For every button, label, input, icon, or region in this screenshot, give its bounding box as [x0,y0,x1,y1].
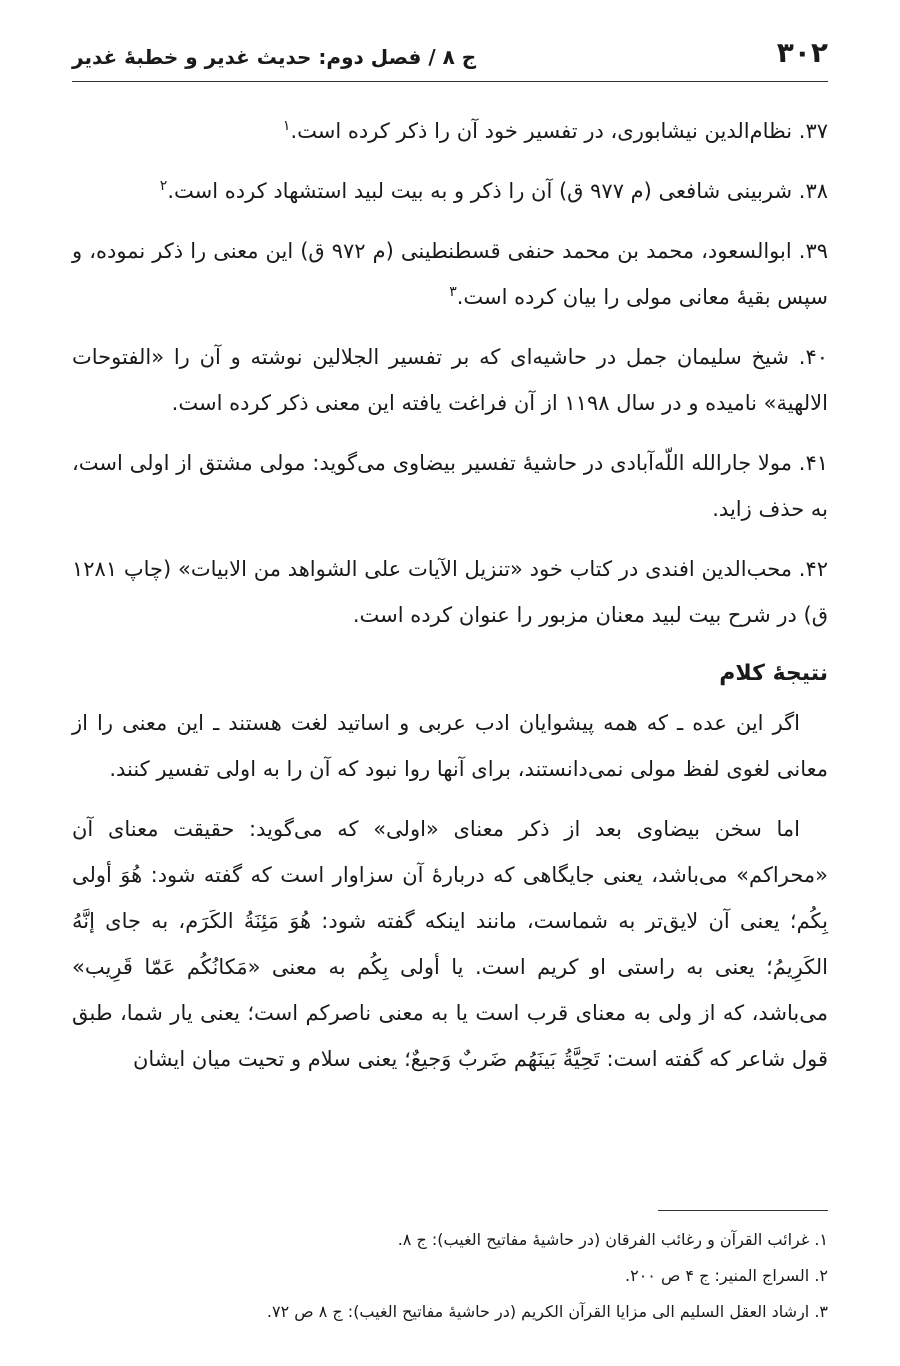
page-number: ۳۰۲ [776,36,828,69]
footnote-ref: ۲ [159,178,168,194]
list-item-41: ۴۱. مولا جارالله اللّه‌آبادی در حاشیهٔ تفسیر بیضاوی می‌گوید: مولی مشتق از اولی است، به حذف زاید. [72,451,828,521]
running-head: ج ۸ / فصل دوم: حدیث غدیر و خطبهٔ غدیر [72,45,477,69]
list-item-38: ۳۸. شربینی شافعی (م ۹۷۷ ق) آن را ذکر و به بیت لبید استشهاد کرده است.$^۲$ [159,178,828,203]
footnote-ref: ۱ [282,118,291,134]
section-heading: نتیجهٔ کلام [719,661,828,686]
footnote-ref: ۳ [449,284,457,300]
section-paragraph: اما سخن بیضاوی بعد از ذکر معنای «اولی» که می‌گوید: حقیقت معنای آن «محراکم» می‌باشد، یعنی جایگاهی که دربارهٔ آن سزاوار است که گفته شود: هُوَ أولی بِکُم؛ یعنی آن لایق‌تر به شماست، مانند اینکه گفته شود: هُوَ مَئِنَةُ الکَرَم، به جای إنَّهُ الکَرِیمُ؛ یعنی به راستی او کریم است. یا أولی بِکُم به معنی «مَکانُکُم عَمّا قَرِیب» می‌باشد، که از ولی به معنای قرب است یا به معنی ناصرکم است؛ یعنی یار شما، طبق قول شاعر که گفته است: تَحِیَّةُ بَینَهُم ضَربٌ وَجیعٌ؛ یعنی سلام و تحیت میان ایشان [72,817,828,1071]
list-item-42: ۴۲. محب‌الدین افندی در کتاب خود «تنزیل الآیات علی الشواهد من الابیات» (چاپ ۱۲۸۱ ق) در شرح بیت لبید معنان مزبور را عنوان کرده است. [72,557,828,627]
section-paragraph: اگر این عده ـ که همه پیشوایان ادب عربی و اساتید لغت هستند ـ این معنی را از معانی لغوی لفظ مولی نمی‌دانستند، برای آنها روا نبود که آن را به اولی تفسیر کنند. [72,711,828,781]
footnote-divider [658,1210,828,1211]
list-item-39: ۳۹. ابوالسعود، محمد بن محمد حنفی قسطنطینی (م ۹۷۲ ق) این معنی را ذکر نموده، و سپس بقیهٔ معانی مولی را بیان کرده است.$^۳$ [72,239,828,309]
list-item-37: ۳۷. نظام‌الدین نیشابوری، در تفسیر خود آن را ذکر کرده است.$^۱$ [282,118,828,143]
page-header [72,0,828,82]
footnote: ۱. غرائب القرآن و رغائب الفرقان (در حاشیهٔ مفاتیح الغیب): ج ۸. [397,1230,828,1249]
footnote: ۳. ارشاد العقل السلیم الی مزایا القرآن الکریم (در حاشیهٔ مفاتیح الغیب): ج ۸ ص ۷۲. [266,1302,828,1321]
page-body [72,108,828,1082]
footnotes [72,1222,828,1330]
footnote: ۲. السراج المنیر: ج ۴ ص ۲۰۰. [625,1266,828,1285]
list-item-40: ۴۰. شیخ سلیمان جمل در حاشیه‌ای که بر تفسیر الجلالین نوشته و آن را «الفتوحات الالهیة» نامیده و در سال ۱۱۹۸ از آن فراغت یافته این معنی ذکر کرده است. [72,345,828,415]
